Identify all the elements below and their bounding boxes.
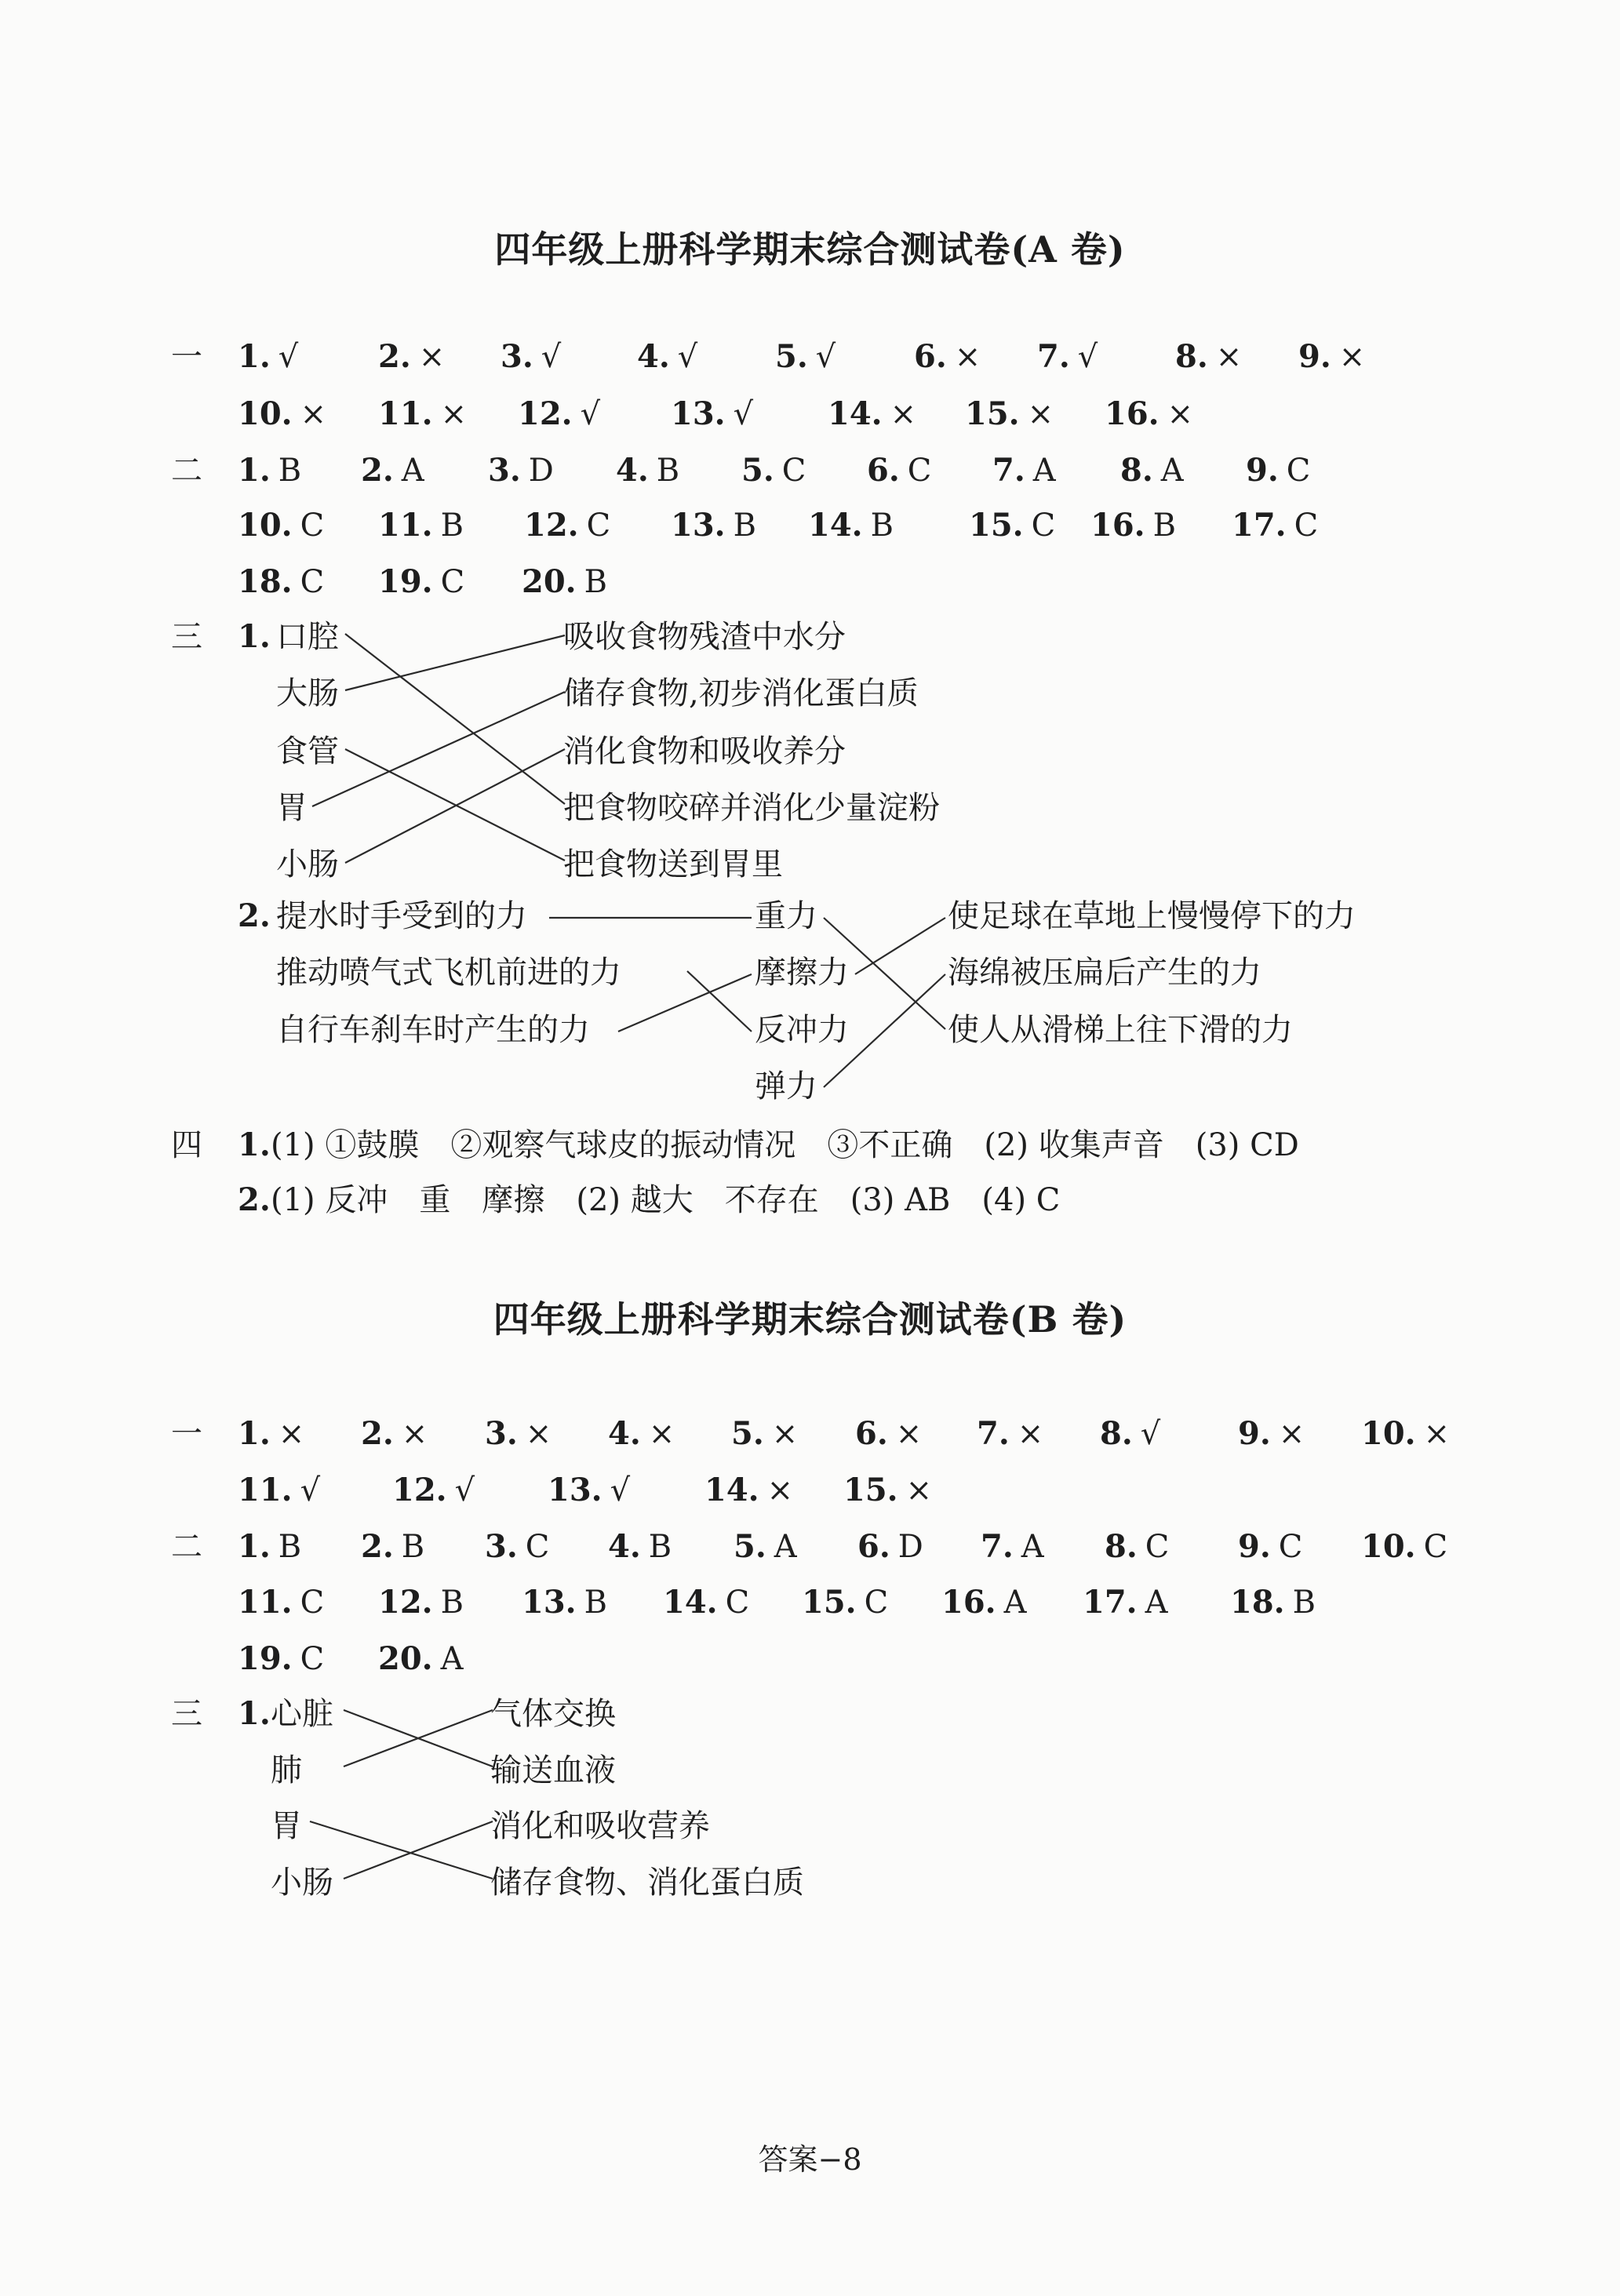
item-number: 7. xyxy=(977,1415,1010,1452)
item-number: 5. xyxy=(741,452,774,489)
item-number: 18. xyxy=(238,563,293,600)
paper-b-section-1-label: 一 xyxy=(171,1416,202,1452)
item-number: 12. xyxy=(392,1472,447,1508)
paper-a-section-2-label: 二 xyxy=(171,453,202,489)
item-number: 7. xyxy=(1037,338,1070,375)
item-number: 7. xyxy=(981,1528,1014,1565)
paper-b-function-3: 消化和吸收营养 xyxy=(490,1808,710,1844)
paper-a-force-type-2: 摩擦力 xyxy=(755,955,849,991)
item-answer: C xyxy=(586,508,611,544)
item-number: 17. xyxy=(1232,507,1287,544)
item-number: 3. xyxy=(485,1528,518,1565)
match-line xyxy=(344,1821,493,1879)
item-answer: A xyxy=(1160,453,1184,489)
item-answer: √ xyxy=(580,396,601,432)
paper-b-title: 四年级上册科学期末综合测试卷(B 卷) xyxy=(493,1298,1127,1341)
item-answer: B xyxy=(733,508,756,544)
item-number: 10. xyxy=(238,395,293,432)
paper-b-function-2: 输送血液 xyxy=(490,1752,616,1788)
item-number: 11. xyxy=(238,1584,293,1621)
item-answer: √ xyxy=(300,1472,321,1508)
item-answer: C xyxy=(1294,508,1319,544)
paper-b-section-2-label: 二 xyxy=(171,1529,202,1565)
item-number: 2. xyxy=(361,1415,394,1452)
paper-a-organ-5: 小肠 xyxy=(276,846,339,882)
item-answer: × xyxy=(895,1416,923,1452)
paper-a-force-example-2: 海绵被压扁后产生的力 xyxy=(948,955,1261,991)
item-answer: √ xyxy=(610,1472,631,1508)
item-number: 6. xyxy=(857,1528,890,1565)
item-answer: A xyxy=(1145,1585,1168,1621)
paper-b-organ-2: 肺 xyxy=(271,1752,302,1788)
item-number: 20. xyxy=(522,563,577,600)
item-answer: A xyxy=(1003,1585,1027,1621)
item-answer: C xyxy=(525,1529,550,1565)
paper-a-section-1-label: 一 xyxy=(171,339,202,375)
paper-b-organ-4: 小肠 xyxy=(271,1865,333,1901)
paper-a-force-situation-2: 推动喷气式飞机前进的力 xyxy=(276,955,621,991)
paper-a-organ-4: 胃 xyxy=(276,790,308,826)
item-number: 13. xyxy=(548,1472,602,1508)
item-answer: × xyxy=(1027,396,1054,432)
item-number: 2. xyxy=(361,452,394,489)
paper-a-function-2: 储存食物,初步消化蛋白质 xyxy=(563,675,919,711)
paper-a-function-5: 把食物送到胃里 xyxy=(563,846,783,882)
item-answer: A xyxy=(440,1641,464,1677)
paper-a-force-type-4: 弹力 xyxy=(755,1068,817,1104)
item-answer: × xyxy=(648,1416,675,1452)
item-answer: × xyxy=(418,339,446,375)
item-answer: √ xyxy=(1077,339,1098,375)
item-answer: × xyxy=(905,1472,933,1508)
item-answer: A xyxy=(1021,1529,1044,1565)
item-answer: × xyxy=(278,1416,305,1452)
paper-a-function-3: 消化食物和吸收养分 xyxy=(563,733,846,770)
item-number: 17. xyxy=(1083,1584,1138,1621)
item-answer: D xyxy=(528,453,554,489)
item-answer: C xyxy=(440,564,465,600)
paper-a-organ-3: 食管 xyxy=(276,733,339,770)
item-number: 4. xyxy=(608,1415,641,1452)
item-answer: C xyxy=(300,508,325,544)
item-answer: × xyxy=(766,1472,794,1508)
item-answer: A xyxy=(774,1529,797,1565)
item-answer: √ xyxy=(541,339,562,375)
item-answer: × xyxy=(1423,1416,1451,1452)
item-answer: × xyxy=(1017,1416,1044,1452)
item-answer: B xyxy=(648,1529,672,1565)
paper-a-s4-q1-answer: (1) ①鼓膜 ②观察气球皮的振动情况 ③不正确 (2) 收集声音 (3) CD xyxy=(271,1127,1299,1163)
item-number: 5. xyxy=(731,1415,764,1452)
match-line xyxy=(618,974,752,1032)
item-answer: B xyxy=(278,453,302,489)
paper-a-s4-q1-number: 1. xyxy=(238,1126,271,1163)
item-answer: C xyxy=(907,453,932,489)
match-line xyxy=(310,1821,493,1879)
item-number: 4. xyxy=(608,1528,641,1565)
item-number: 12. xyxy=(518,395,573,432)
paper-b-section-3-label: 三 xyxy=(171,1696,202,1732)
item-number: 10. xyxy=(1361,1528,1416,1565)
paper-b-function-1: 气体交换 xyxy=(490,1696,616,1732)
item-answer: × xyxy=(1215,339,1243,375)
match-line xyxy=(855,918,945,974)
item-number: 12. xyxy=(378,1584,433,1621)
item-answer: B xyxy=(401,1529,425,1565)
item-number: 11. xyxy=(238,1472,293,1508)
item-number: 18. xyxy=(1230,1584,1285,1621)
item-number: 13. xyxy=(671,395,726,432)
match-line xyxy=(312,692,565,806)
item-answer: × xyxy=(954,339,981,375)
item-number: 9. xyxy=(1246,452,1279,489)
paper-a-organ-2: 大肠 xyxy=(276,675,339,711)
paper-b-function-4: 储存食物、消化蛋白质 xyxy=(490,1865,804,1901)
item-number: 8. xyxy=(1120,452,1153,489)
item-number: 1. xyxy=(238,338,271,375)
item-number: 11. xyxy=(378,507,433,544)
item-answer: C xyxy=(1145,1529,1170,1565)
match-line xyxy=(824,974,945,1087)
item-answer: C xyxy=(1031,508,1056,544)
item-number: 7. xyxy=(992,452,1025,489)
item-number: 2. xyxy=(378,338,411,375)
item-answer: × xyxy=(1167,396,1194,432)
paper-a-s3-q1-number: 1. xyxy=(238,618,271,655)
item-answer: B xyxy=(584,564,607,600)
item-answer: × xyxy=(1278,1416,1305,1452)
item-number: 3. xyxy=(501,338,533,375)
item-answer: B xyxy=(584,1585,607,1621)
item-number: 9. xyxy=(1298,338,1331,375)
item-number: 10. xyxy=(1361,1415,1416,1452)
item-answer: √ xyxy=(278,339,299,375)
item-number: 13. xyxy=(522,1584,577,1621)
item-number: 5. xyxy=(734,1528,766,1565)
paper-a-force-type-3: 反冲力 xyxy=(755,1012,849,1048)
item-number: 8. xyxy=(1175,338,1208,375)
item-answer: B xyxy=(1152,508,1176,544)
item-answer: × xyxy=(300,396,327,432)
paper-a-s3-q2-number: 2. xyxy=(238,897,271,934)
item-number: 15. xyxy=(965,395,1020,432)
item-answer: B xyxy=(1292,1585,1316,1621)
item-answer: B xyxy=(870,508,894,544)
item-answer: A xyxy=(401,453,424,489)
item-number: 6. xyxy=(867,452,900,489)
item-answer: C xyxy=(725,1585,750,1621)
paper-a-s4-q2-number: 2. xyxy=(238,1181,271,1218)
paper-b-organ-1: 心脏 xyxy=(271,1696,333,1732)
item-answer: C xyxy=(300,1585,325,1621)
item-answer: C xyxy=(781,453,806,489)
item-number: 15. xyxy=(969,507,1024,544)
item-answer: × xyxy=(890,396,917,432)
paper-a-force-example-3: 使人从滑梯上往下滑的力 xyxy=(948,1012,1293,1048)
item-number: 19. xyxy=(378,563,433,600)
paper-a-force-situation-3: 自行车刹车时产生的力 xyxy=(276,1012,590,1048)
item-answer: √ xyxy=(677,339,698,375)
item-answer: B xyxy=(278,1529,302,1565)
paper-a-section-3-label: 三 xyxy=(171,619,202,655)
item-number: 1. xyxy=(238,452,271,489)
item-answer: C xyxy=(300,564,325,600)
item-number: 9. xyxy=(1238,1415,1271,1452)
paper-a-force-type-1: 重力 xyxy=(755,898,817,934)
item-answer: A xyxy=(1032,453,1056,489)
item-number: 16. xyxy=(941,1584,996,1621)
item-number: 14. xyxy=(828,395,883,432)
item-answer: C xyxy=(1423,1529,1448,1565)
item-answer: B xyxy=(656,453,680,489)
item-answer: D xyxy=(897,1529,923,1565)
item-answer: × xyxy=(1338,339,1366,375)
paper-a-section-4-label: 四 xyxy=(171,1127,202,1163)
item-answer: √ xyxy=(454,1472,475,1508)
item-answer: √ xyxy=(733,396,754,432)
item-number: 9. xyxy=(1238,1528,1271,1565)
item-number: 14. xyxy=(808,507,863,544)
paper-b-s3-q1-number: 1. xyxy=(238,1695,271,1732)
item-number: 5. xyxy=(775,338,808,375)
paper-a-force-situation-1: 提水时手受到的力 xyxy=(276,898,527,934)
item-number: 11. xyxy=(378,395,433,432)
item-number: 19. xyxy=(238,1640,293,1677)
item-answer: B xyxy=(440,1585,464,1621)
item-number: 4. xyxy=(616,452,649,489)
item-number: 8. xyxy=(1105,1528,1138,1565)
item-number: 6. xyxy=(855,1415,888,1452)
item-number: 3. xyxy=(485,1415,518,1452)
item-answer: × xyxy=(440,396,468,432)
item-answer: C xyxy=(1278,1529,1303,1565)
item-answer: C xyxy=(864,1585,889,1621)
item-number: 1. xyxy=(238,1528,271,1565)
page-number: 答案−8 xyxy=(758,2142,862,2177)
item-number: 4. xyxy=(637,338,670,375)
item-number: 20. xyxy=(378,1640,433,1677)
paper-a-organ-1: 口腔 xyxy=(276,619,339,655)
item-number: 1. xyxy=(238,1415,271,1452)
match-line xyxy=(824,918,945,1029)
item-answer: × xyxy=(525,1416,552,1452)
item-number: 6. xyxy=(914,338,947,375)
item-number: 8. xyxy=(1100,1415,1133,1452)
item-answer: × xyxy=(401,1416,428,1452)
paper-a-function-4: 把食物咬碎并消化少量淀粉 xyxy=(563,790,940,826)
item-number: 14. xyxy=(663,1584,718,1621)
item-number: 15. xyxy=(802,1584,857,1621)
paper-a-s4-q2-answer: (1) 反冲 重 摩擦 (2) 越大 不存在 (3) AB (4) C xyxy=(271,1182,1061,1218)
paper-a-function-1: 吸收食物残渣中水分 xyxy=(563,619,846,655)
item-answer: √ xyxy=(1140,1416,1161,1452)
paper-a-force-example-1: 使足球在草地上慢慢停下的力 xyxy=(948,898,1356,934)
item-number: 14. xyxy=(704,1472,759,1508)
match-line xyxy=(687,971,752,1032)
paper-a-title: 四年级上册科学期末综合测试卷(A 卷) xyxy=(494,228,1126,271)
item-number: 3. xyxy=(488,452,521,489)
item-number: 16. xyxy=(1090,507,1145,544)
item-answer: √ xyxy=(815,339,836,375)
match-line xyxy=(345,634,565,804)
item-number: 16. xyxy=(1105,395,1159,432)
item-number: 12. xyxy=(524,507,579,544)
item-answer: C xyxy=(300,1641,325,1677)
item-number: 2. xyxy=(361,1528,394,1565)
item-answer: × xyxy=(771,1416,799,1452)
item-answer: B xyxy=(440,508,464,544)
match-line xyxy=(345,635,565,690)
item-answer: C xyxy=(1286,453,1311,489)
item-number: 13. xyxy=(671,507,726,544)
item-number: 10. xyxy=(238,507,293,544)
item-number: 15. xyxy=(843,1472,898,1508)
paper-b-organ-3: 胃 xyxy=(271,1808,302,1844)
